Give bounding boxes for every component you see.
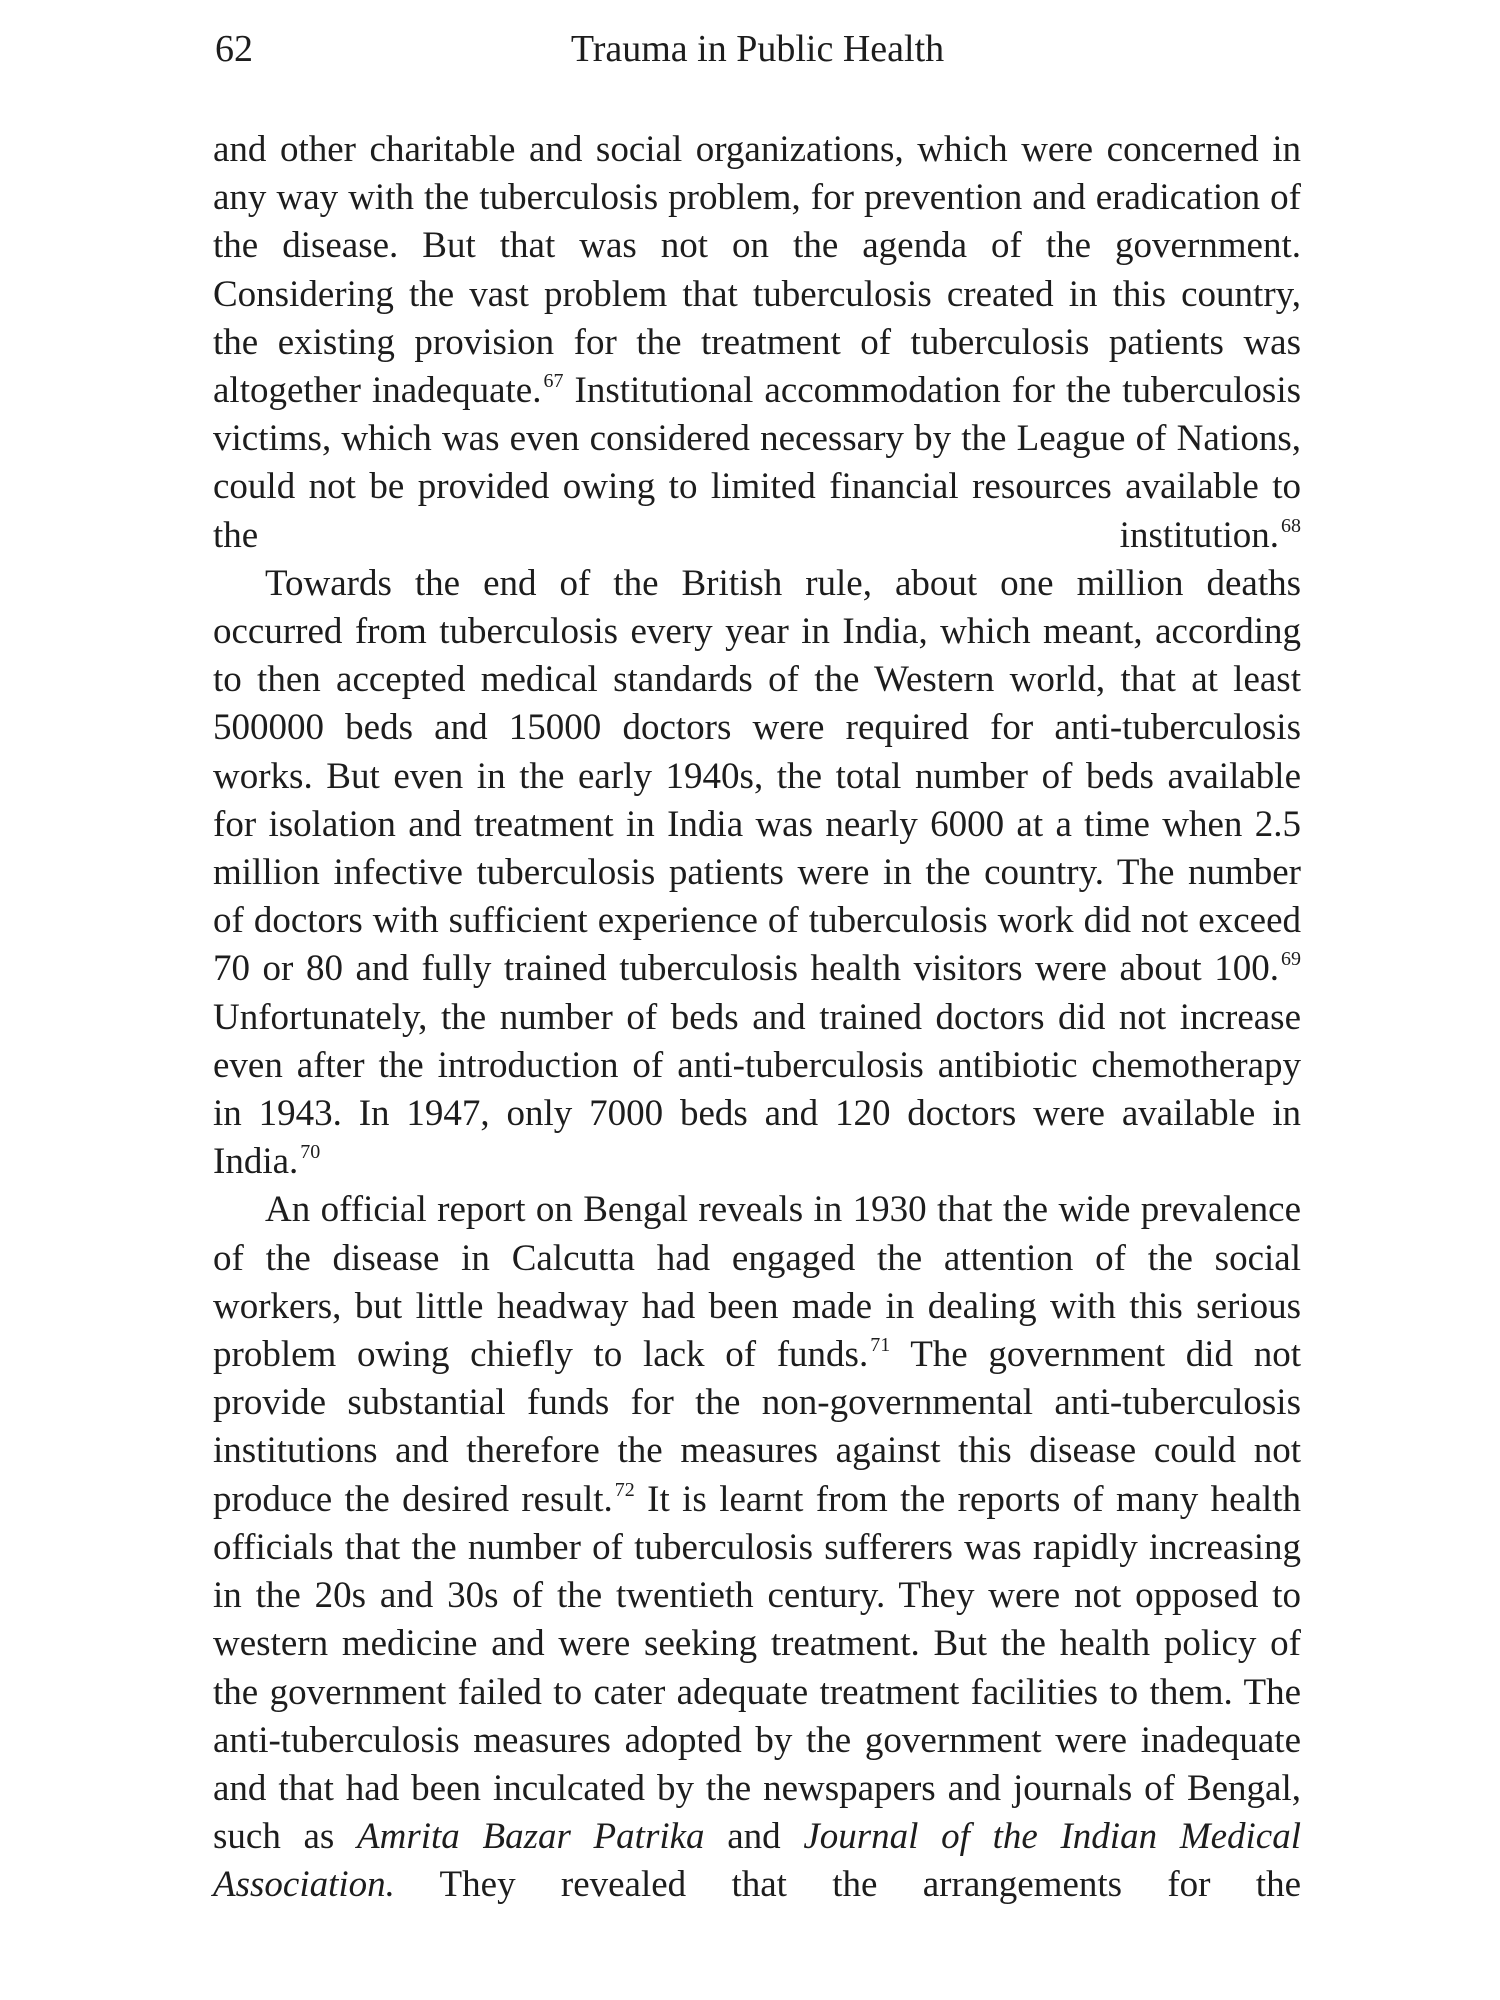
paragraph: [213, 1186, 1301, 1909]
body-text: [213, 126, 1301, 1910]
paragraph-text: The government did not provide substantial funds for the non-governmental anti-tuberculosis institutions and therefore the measures against this disease could not produce the desired result.: [213, 1334, 1301, 1520]
paragraph-text: and other charitable and social organizations, which were concerned in any way with the tuberculosis problem, for prevention and eradication of the disease. But that was not on the agenda of the government. Considering the vast problem that tuberculosis created in this country, the existing provision for the treatment of tuberculosis patients was altogether inadequate.: [213, 129, 1301, 412]
footnote-marker: 71: [870, 1334, 891, 1357]
page-number: 62: [215, 28, 253, 70]
paragraph-text: Towards the end of the British rule, about one million deaths occurred from tuberculosis every year in India, which meant, according to then accepted medical standards of the Western world, that at least 500000 beds and 15000 doctors were required for anti-tuberculosis works. But even in the early 1940s, the total number of beds available for isolation and treatment in India was nearly 6000 at a time when 2.5 million infective tuberculosis patients were in the country. The number of doctors with sufficient experience of tuberculosis work did not exceed 70 or 80 and fully trained tuberculosis health visitors were about 100.: [213, 562, 1301, 990]
paragraph-text: Institutional accommodation for the tuberculosis victims, which was even considered necessary by the League of Nations, could not be provided owing to limited financial resources available to the institution.: [213, 370, 1301, 556]
paragraph: [213, 560, 1301, 1187]
footnote-marker: 67: [543, 370, 564, 393]
publication-title: Journal of the Indian Medical Association.: [213, 1816, 1301, 1906]
paragraph-text: It is learnt from the reports of many health officials that the number of tuberculosis sufferers was rapidly increasing in the 20s and 30s of the twentieth century. They were not opposed to western medicine and were seeking treatment. But the health policy of the government failed to cater adequate treatment facilities to them. The anti-tuberculosis measures adopted by the government were inadequate and that had been inculcated by the newspapers and journals of Bengal, such as: [213, 1478, 1301, 1858]
footnote-marker: 69: [1281, 948, 1301, 971]
running-head: [215, 24, 1300, 74]
paragraph-text: They revealed that the arrangements for the: [394, 1864, 1301, 1906]
paragraph-text: and: [704, 1816, 804, 1858]
paragraph-text: An official report on Bengal reveals in 1930 that the wide prevalence of the disease in Calcutta had engaged the attention of the social workers, but little headway had been made in dealing with this serious problem owing chiefly to lack of funds.: [213, 1189, 1301, 1376]
paragraph: [213, 126, 1301, 560]
publication-title: Amrita Bazar Patrika: [357, 1816, 705, 1858]
running-title: Trauma in Public Health: [570, 28, 945, 70]
footnote-marker: 72: [614, 1478, 635, 1501]
footnote-marker: 68: [1281, 514, 1301, 537]
footnote-marker: 70: [300, 1141, 321, 1164]
paragraph-text: Unfortunately, the number of beds and trained doctors did not increase even after the introduction of anti-tuberculosis antibiotic chemotherapy in 1943. In 1947, only 7000 beds and 120 doctors were available in India.: [213, 996, 1301, 1183]
